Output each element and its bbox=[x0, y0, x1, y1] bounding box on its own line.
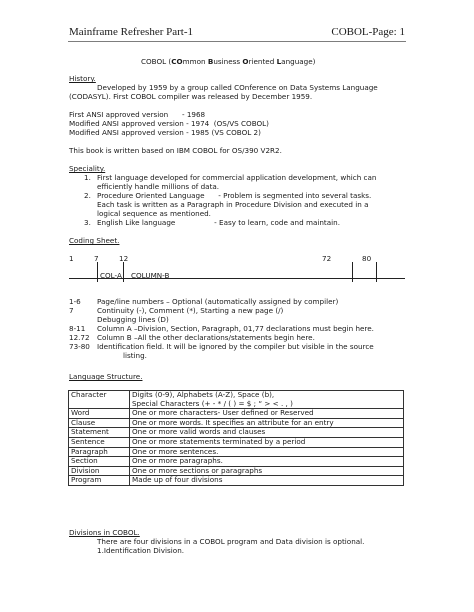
list-item-text: First language developed for commercial application development, which can bbox=[97, 173, 377, 182]
col-range: 1-6 bbox=[69, 297, 81, 306]
divisions-heading: Divisions in COBOL. bbox=[69, 528, 140, 537]
definition-cell: Made up of four divisions bbox=[130, 476, 404, 486]
term-cell: Section bbox=[69, 457, 130, 467]
term-cell: Program bbox=[69, 476, 130, 486]
column-number: 1 bbox=[69, 254, 74, 263]
list-number: 3. bbox=[84, 218, 91, 227]
list-item-text: English Like language - Easy to learn, code and maintain. bbox=[97, 218, 340, 227]
definition-cell: One or more words. It specifies an attribute for an entry bbox=[130, 418, 404, 428]
table-row bbox=[69, 437, 404, 447]
col-desc: Page/line numbers – Optional (automatically assigned by compiler) bbox=[97, 297, 339, 306]
table-row bbox=[69, 457, 404, 467]
version-line: Modified ANSI approved version - 1974 (OS/VS COBOL) bbox=[69, 119, 269, 128]
header-right: COBOL-Page: 1 bbox=[331, 26, 405, 38]
col-desc: Identification field. It will be ignored by the compiler but visible in the source bbox=[97, 342, 374, 351]
definition-cell: Digits (0-9), Alphabets (A-Z), Space (b), Special Characters (+ - * / ( ) = $ ; “ > < . , ) bbox=[130, 391, 404, 409]
book-note: This book is written based on IBM COBOL for OS/390 V2R2. bbox=[69, 146, 282, 155]
list-item-text: Each task is written as a Paragraph in Procedure Division and executed in a bbox=[97, 200, 369, 209]
col-desc: Continuity (-), Comment (*), Starting a new page (/) bbox=[97, 306, 284, 315]
version-line: First ANSI approved version - 1968 bbox=[69, 110, 206, 119]
col-range: 8-11 bbox=[69, 324, 86, 333]
history-line-2: (CODASYL). First COBOL compiler was released by December 1959. bbox=[69, 92, 313, 101]
column-divider bbox=[352, 262, 353, 282]
col-range: 73-80 bbox=[69, 342, 90, 351]
term-cell: Character bbox=[69, 391, 130, 409]
list-item-text: efficiently handle millions of data. bbox=[97, 182, 220, 191]
definition-cell: One or more valid words and clauses bbox=[130, 428, 404, 438]
definition-cell: One or more sections or paragraphs bbox=[130, 466, 404, 476]
col-a-label: COL-A bbox=[100, 271, 122, 280]
divisions-line-1: There are four divisions in a COBOL program and Data division is optional. bbox=[97, 537, 365, 546]
language-structure-heading: Language Structure. bbox=[69, 372, 143, 381]
table-row bbox=[69, 409, 404, 419]
table-row bbox=[69, 466, 404, 476]
column-divider bbox=[376, 262, 377, 282]
coding-sheet-heading: Coding Sheet. bbox=[69, 236, 120, 245]
table-row bbox=[69, 391, 404, 409]
col-b-label: COLUMN-B bbox=[131, 271, 170, 280]
definition-cell: One or more statements terminated by a period bbox=[130, 437, 404, 447]
col-range: 7 bbox=[69, 306, 74, 315]
table-row bbox=[69, 447, 404, 457]
divisions-line-2: 1.Identification Division. bbox=[97, 546, 185, 555]
term-cell: Sentence bbox=[69, 437, 130, 447]
language-structure-table bbox=[68, 390, 404, 486]
history-line-1: Developed by 1959 by a group called COnference on Data Systems Language bbox=[97, 83, 378, 92]
column-divider bbox=[97, 262, 98, 282]
version-line: Modified ANSI approved version - 1985 (VS COBOL 2) bbox=[69, 128, 261, 137]
history-heading: History. bbox=[69, 74, 96, 83]
definition-cell: One or more sentences. bbox=[130, 447, 404, 457]
col-desc: Column B –All the other declarations/statements begin here. bbox=[97, 333, 315, 342]
header-rule bbox=[68, 41, 406, 42]
term-cell: Clause bbox=[69, 418, 130, 428]
term-cell: Division bbox=[69, 466, 130, 476]
column-number: 7 bbox=[94, 254, 99, 263]
list-item-text: Procedure Oriented Language - Problem is segmented into several tasks. bbox=[97, 191, 372, 200]
definition-cell: One or more paragraphs. bbox=[130, 457, 404, 467]
col-desc: listing. bbox=[123, 351, 147, 360]
definition-cell: One or more characters- User defined or Reserved bbox=[130, 409, 404, 419]
list-number: 1. bbox=[84, 173, 91, 182]
column-number: 12 bbox=[119, 254, 129, 263]
speciality-heading: Speciality. bbox=[69, 164, 106, 173]
column-number: 80 bbox=[362, 254, 372, 263]
col-desc: Column A –Division, Section, Paragraph, 01,77 declarations must begin here. bbox=[97, 324, 374, 333]
list-number: 2. bbox=[84, 191, 91, 200]
term-cell: Paragraph bbox=[69, 447, 130, 457]
column-divider bbox=[123, 262, 124, 282]
term-cell: Statement bbox=[69, 428, 130, 438]
list-item-text: logical sequence as mentioned. bbox=[97, 209, 211, 218]
term-cell: Word bbox=[69, 409, 130, 419]
col-range: 12.72 bbox=[69, 333, 90, 342]
column-number: 72 bbox=[322, 254, 332, 263]
header-left: Mainframe Refresher Part-1 bbox=[69, 26, 194, 38]
page-title: COBOL (COmmon Business Oriented Language) bbox=[141, 57, 316, 66]
col-desc: Debugging lines (D) bbox=[97, 315, 169, 324]
table-row bbox=[69, 476, 404, 486]
